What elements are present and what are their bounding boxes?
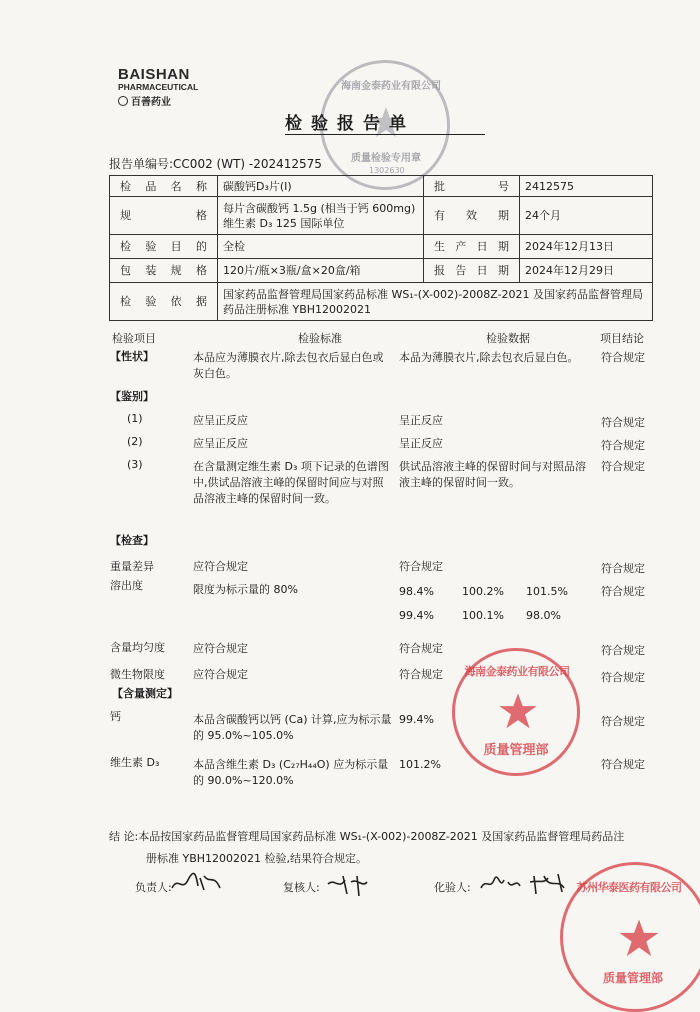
report-date-label: 报告日期 [424, 259, 520, 283]
uniformity-standard: 应符合规定 [193, 642, 248, 655]
red-stamp-company: 海南金泰药业有限公司 [464, 665, 570, 678]
appearance-conclusion: 符合规定 [601, 351, 645, 364]
microbial-item: 微生物限度 [110, 668, 165, 681]
id3-item: (3) [127, 458, 143, 471]
corner-stamp-department: 质量管理部 [602, 971, 663, 985]
column-header-item: 检验项目 [112, 332, 156, 345]
gray-stamp-company: 海南金泰药业有限公司 [341, 81, 441, 92]
id1-item: (1) [127, 412, 143, 425]
calcium-item: 钙 [110, 710, 121, 723]
reviewer-label: 复核人: [283, 881, 320, 894]
dissolution-value-1: 98.4% [399, 585, 434, 598]
pack-value: 120片/瓶×3瓶/盒×20盒/箱 [218, 259, 424, 283]
distributor-qa-stamp [560, 862, 700, 1012]
dissolution-value-6: 98.0% [526, 609, 561, 622]
section-assay: 【含量测定】 [112, 687, 178, 700]
spec-label: 规格 [110, 197, 218, 235]
appearance-standard: 本品应为薄膜衣片,除去包衣后显白色或灰白色。 [193, 351, 384, 380]
dissolution-conclusion: 符合规定 [601, 585, 645, 598]
id2-conclusion: 符合规定 [601, 439, 645, 452]
id3-standard: 在含量测定维生素 D₃ 项下记录的色谱图中,供试品溶液主峰的保留时间应与对照品溶液主峰的保留时间一致。 [193, 460, 389, 505]
id1-data: 呈正反应 [399, 414, 443, 427]
corner-stamp-star-icon [617, 917, 661, 961]
header-row-purpose [110, 235, 653, 259]
responsible-signature [170, 870, 224, 896]
responsible-label: 负责人: [135, 881, 172, 894]
column-header-conclusion: 项目结论 [600, 332, 644, 345]
company-logo-subtitle: PHARMACEUTICAL [118, 82, 199, 92]
spec-line-2: 维生素 D₃ 125 国际单位 [223, 216, 345, 230]
spec-value [218, 197, 424, 235]
tester-signature [478, 870, 578, 898]
header-row-pack [110, 259, 653, 283]
id2-standard: 应呈正反应 [193, 437, 248, 450]
weight-item: 重量差异 [110, 560, 154, 573]
reviewer-signature [325, 872, 371, 898]
vitd3-data: 101.2% [399, 758, 441, 771]
uniformity-data: 符合规定 [399, 642, 443, 655]
product-value: 碳酸钙D₃片(I) [218, 176, 424, 197]
gray-stamp-code: 1302630 [369, 166, 405, 175]
microbial-data: 符合规定 [399, 668, 443, 681]
report-date-value: 2024年12月29日 [520, 259, 653, 283]
report-number-label: 报告单编号: [109, 157, 174, 171]
validity-value: 24个月 [520, 197, 653, 235]
conclusion-text-2: 册标准 YBH12002021 检验,结果符合规定。 [146, 852, 368, 865]
calcium-data: 99.4% [399, 713, 434, 726]
id2-item: (2) [127, 435, 143, 448]
header-row-basis [110, 283, 653, 321]
logo-mark-icon [118, 96, 128, 106]
red-stamp-star-icon [497, 691, 539, 733]
dissolution-standard: 限度为标示量的 80% [193, 583, 298, 596]
appearance-data: 本品为薄膜衣片,除去包衣后显白色。 [399, 351, 579, 364]
report-number [109, 155, 322, 172]
conclusion-text-1: 本品按国家药品监督管理局国家药品标准 WS₁-(X-002)-2008Z-2021 及国家药品监督管理局药品注 [138, 830, 625, 843]
corner-stamp-company: 苏州华泰医药有限公司 [576, 881, 682, 894]
dissolution-item: 溶出度 [110, 579, 143, 592]
batch-label: 批号 [424, 176, 520, 197]
vitd3-standard: 本品含维生素 D₃ (C₂₇H₄₄O) 应为标示量的 90.0%~120.0% [193, 758, 389, 787]
pack-label: 包装规格 [110, 259, 218, 283]
tester-label: 化验人: [434, 881, 471, 894]
basis-label: 检验依据 [110, 283, 218, 321]
header-info-table [109, 175, 653, 321]
mfg-date-label: 生产日期 [424, 235, 520, 259]
validity-label: 有效期 [424, 197, 520, 235]
section-check: 【检查】 [110, 534, 154, 547]
calcium-conclusion: 符合规定 [601, 715, 645, 728]
weight-standard: 应符合规定 [193, 560, 248, 573]
vitd3-conclusion: 符合规定 [601, 758, 645, 771]
id3-conclusion: 符合规定 [601, 460, 645, 473]
dissolution-value-3: 101.5% [526, 585, 568, 598]
column-header-standard: 检验标准 [298, 332, 342, 345]
uniformity-conclusion: 符合规定 [601, 644, 645, 657]
qa-department-stamp [452, 648, 580, 776]
conclusion-label: 结 论: [109, 830, 139, 843]
dissolution-value-5: 100.1% [462, 609, 504, 622]
weight-data: 符合规定 [399, 560, 443, 573]
dissolution-value-4: 99.4% [399, 609, 434, 622]
purpose-label: 检验目的 [110, 235, 218, 259]
basis-value: 国家药品监督管理局国家药品标准 WS₁-(X-002)-2008Z-2021 及国家药品监督管理局药品注册标准 YBH12002021 [218, 283, 653, 321]
section-appearance: 【性状】 [110, 350, 154, 363]
company-logo-cn [118, 93, 171, 108]
header-row-spec [110, 197, 653, 235]
batch-value: 2412575 [520, 176, 653, 197]
calcium-standard: 本品含碳酸钙以钙 (Ca) 计算,应为标示量的 95.0%~105.0% [193, 713, 392, 742]
dissolution-value-2: 100.2% [462, 585, 504, 598]
vitd3-item: 维生素 D₃ [110, 756, 160, 769]
gray-stamp-purpose: 质量检验专用章 [351, 153, 421, 164]
purpose-value: 全检 [218, 235, 424, 259]
id1-standard: 应呈正反应 [193, 414, 248, 427]
conclusion-line-1 [109, 829, 624, 845]
microbial-standard: 应符合规定 [193, 668, 248, 681]
section-identification: 【鉴别】 [110, 390, 154, 403]
red-stamp-department: 质量管理部 [483, 743, 549, 758]
report-number-value: CC002 (WT) -202412575 [173, 157, 322, 171]
spec-line-1: 每片含碳酸钙 1.5g (相当于钙 600mg) [223, 201, 416, 215]
title-underline [285, 134, 485, 135]
company-logo-name: BAISHAN [118, 66, 190, 83]
id2-data: 呈正反应 [399, 437, 443, 450]
id3-data: 供试品溶液主峰的保留时间与对照品溶液主峰的保留时间一致。 [399, 460, 586, 489]
weight-conclusion: 符合规定 [601, 562, 645, 575]
uniformity-item: 含量均匀度 [110, 641, 165, 654]
column-header-data: 检验数据 [486, 332, 530, 345]
mfg-date-value: 2024年12月13日 [520, 235, 653, 259]
document-title: 检验报告单 [285, 114, 415, 134]
id1-conclusion: 符合规定 [601, 416, 645, 429]
header-row-product [110, 176, 653, 197]
microbial-conclusion: 符合规定 [601, 671, 645, 684]
product-label: 检品名称 [110, 176, 218, 197]
company-logo-cn-text: 百善药业 [131, 97, 171, 108]
